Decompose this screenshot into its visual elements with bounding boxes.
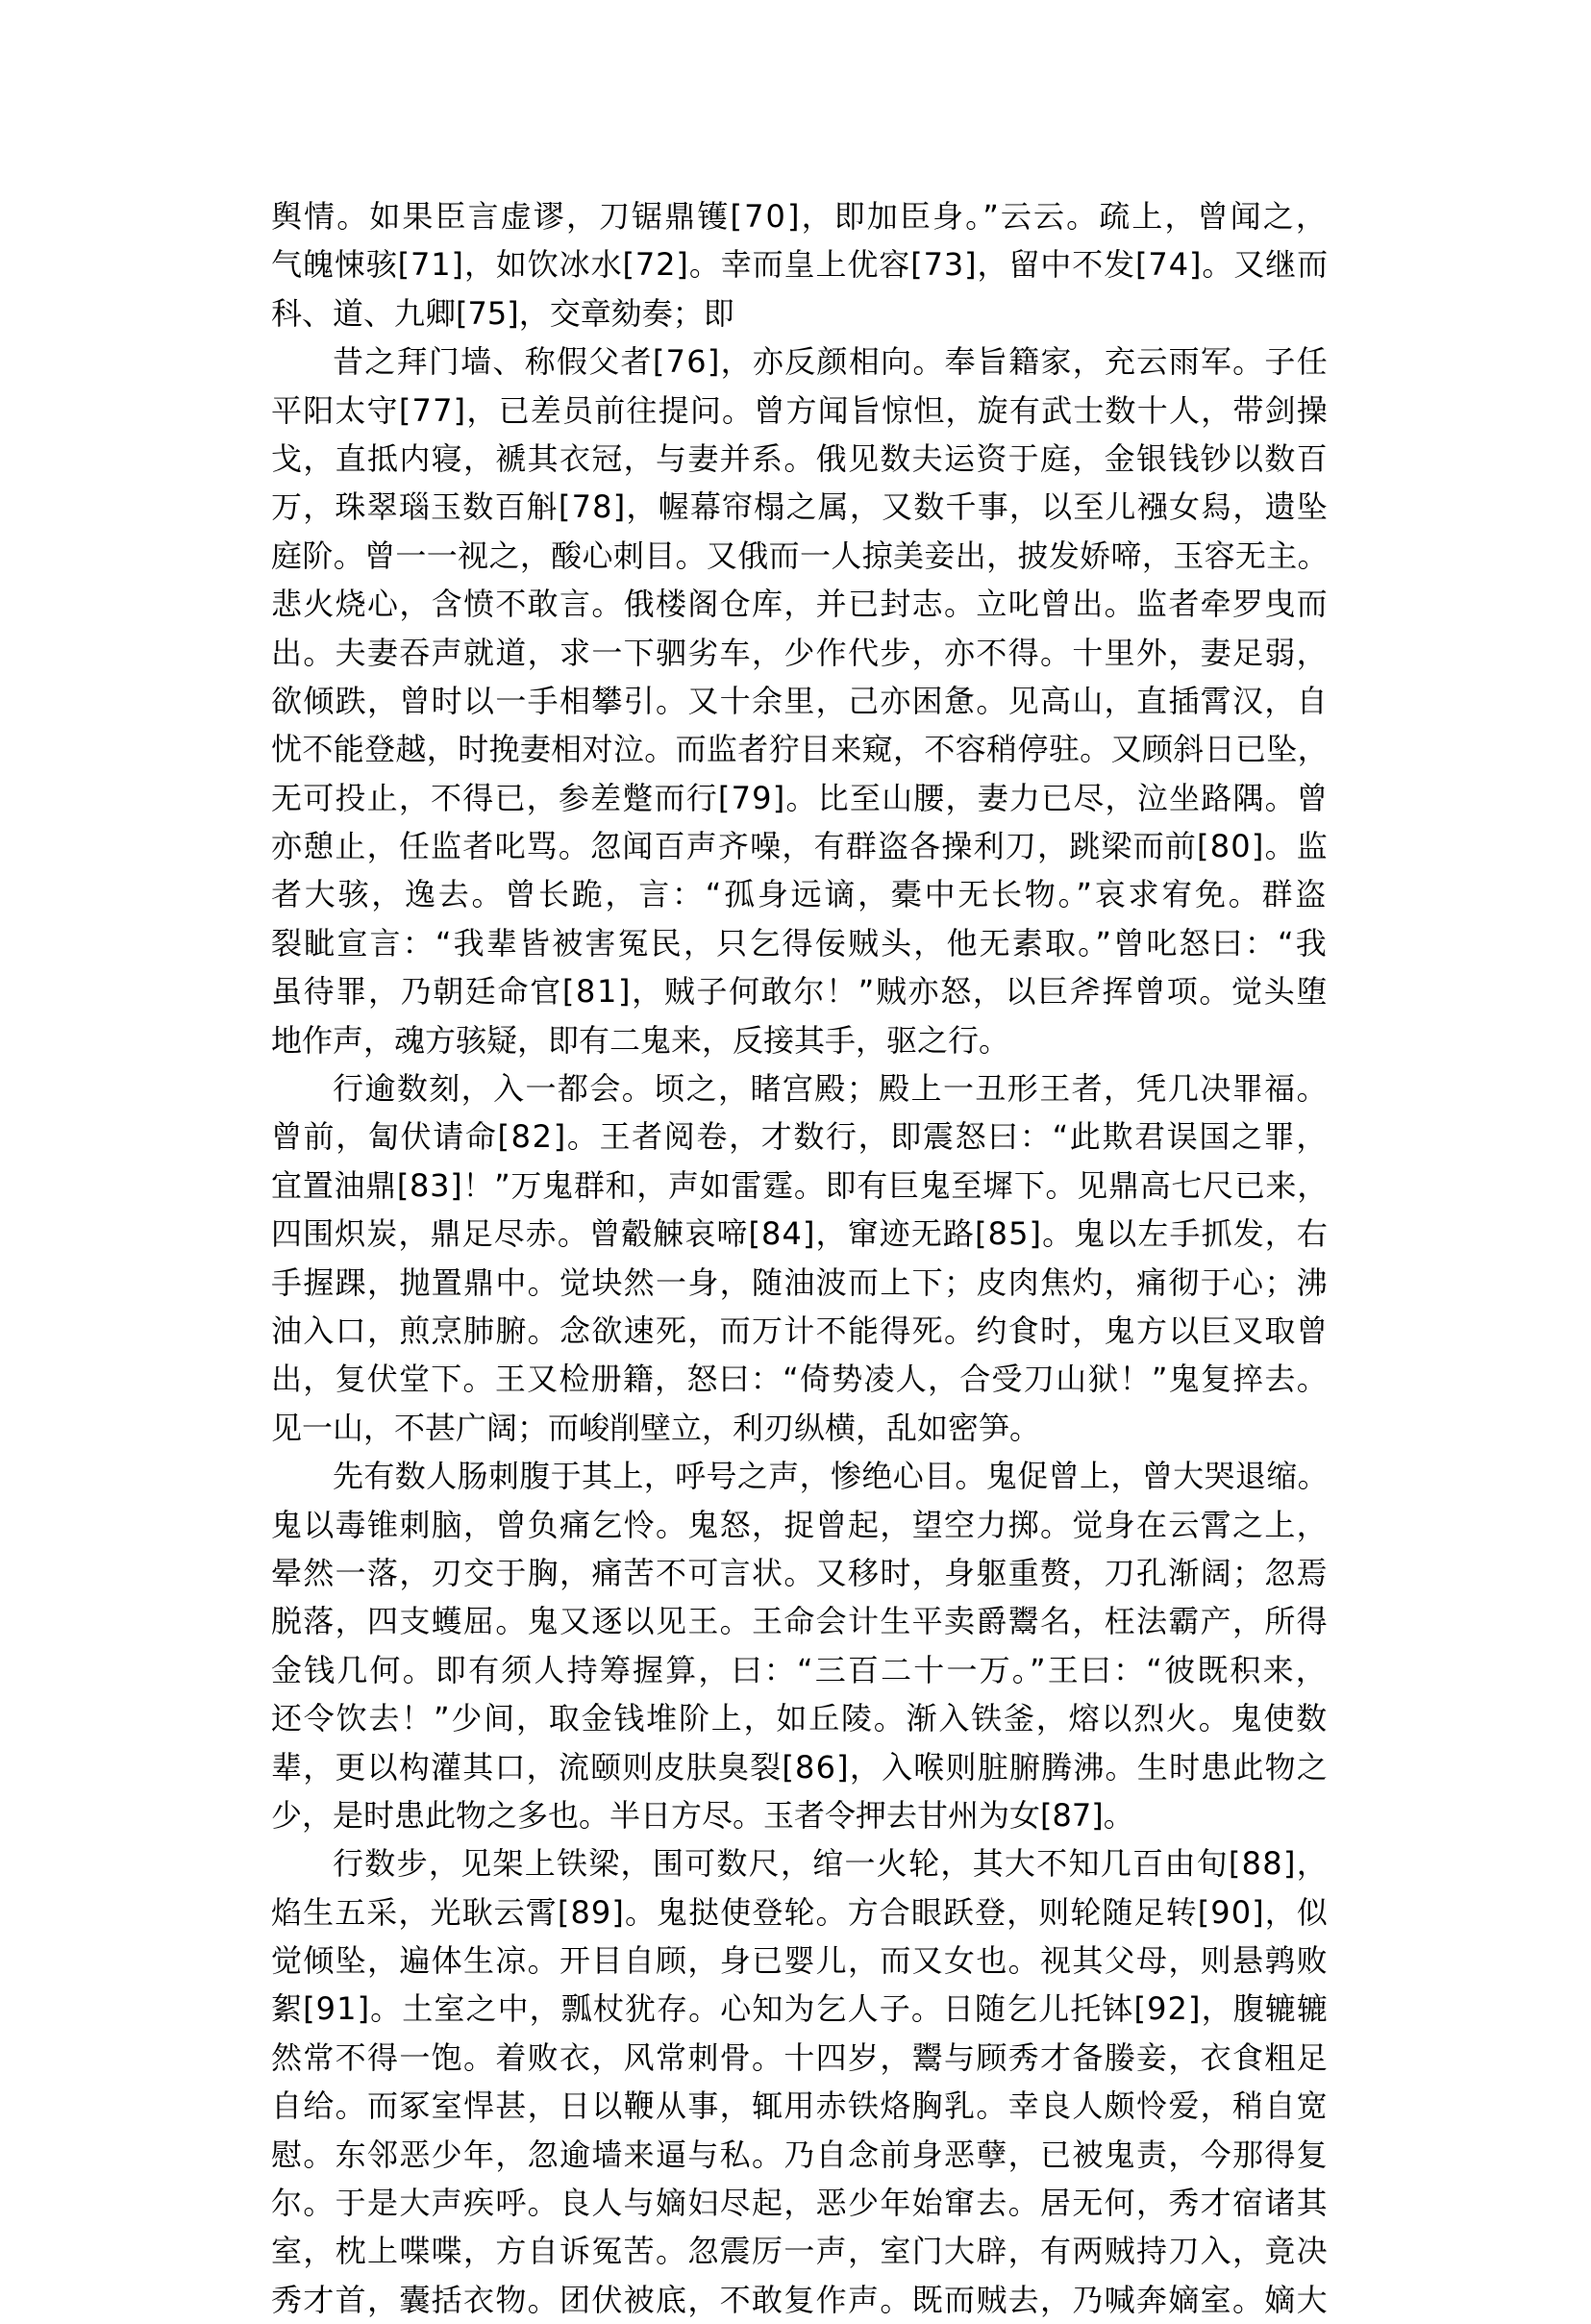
text-line: 宜置油鼎[83]！”万鬼群和，声如雷霆。即有巨鬼至墀下。见鼎高七尺已来， <box>271 1166 1329 1204</box>
text-line: 欲倾跌，曾时以一手相攀引。又十余里，己亦困惫。见高山，直插霄汉，自 <box>271 682 1329 719</box>
text-line: 行逾数刻，入一都会。顷之，睹宫殿；殿上一丑形王者，凭几决罪福。 <box>333 1070 1329 1108</box>
text-line: 无可投止，不得已，参差蹩而行[79]。比至山腰，妻力已尽，泣坐路隅。曾 <box>271 779 1329 816</box>
text-line: 行数步，见架上铁梁，围可数尺，绾一火轮，其大不知几百由旬[88]， <box>333 1845 1329 1883</box>
text-line: 金钱几何。即有须人持筹握算，曰：“三百二十一万。”王曰：“彼既积来， <box>271 1651 1329 1688</box>
text-line: 气魄悚骇[71]，如饮冰水[72]。幸而皇上优容[73]，留中不发[74]。又继而 <box>271 246 1329 284</box>
text-line: 舆情。如果臣言虚谬，刀锯鼎镬[70]，即加臣身。”云云。疏上，曾闻之， <box>271 198 1329 235</box>
text-line: 昔之拜门墙、称假父者[76]，亦反颜相向。奉旨籍家，充云雨军。子任 <box>333 343 1329 381</box>
text-line: 觉倾坠，遍体生凉。开目自顾，身已婴儿，而又女也。视其父母，则悬鹑败 <box>271 1942 1329 1980</box>
text-line: 鬼以毒锥刺脑，曾负痛乞怜。鬼怒，捉曾起，望空力掷。觉身在云霄之上， <box>271 1506 1329 1543</box>
text-line: 戈，直抵内寝，褫其衣冠，与妻并系。俄见数夫运资于庭，金银钱钞以数百 <box>271 439 1329 477</box>
text-line: 出，复伏堂下。王又检册籍，怒曰：“倚势凌人，合受刀山狱！”鬼复捽去。 <box>271 1361 1329 1398</box>
text-line: 忧不能登越，时挽妻相对泣。而监者狞目来窥，不容稍停驻。又顾斜日已坠， <box>271 731 1329 768</box>
text-line: 平阳太守[77]，已差员前往提问。曾方闻旨惊怛，旋有武士数十人，带剑操 <box>271 391 1329 429</box>
text-line: 慰。东邻恶少年，忽逾墙来逼与私。乃自念前身恶孽，已被鬼责，今那得复 <box>271 2136 1329 2173</box>
text-line: 先有数人肠刺腹于其上，呼号之声，惨绝心目。鬼促曾上，曾大哭退缩。 <box>333 1458 1329 1495</box>
text-line: 地作声，魂方骇疑，即有二鬼来，反接其手，驱之行。 <box>271 1021 1010 1059</box>
text-line: 庭阶。曾一一视之，酸心刺目。又俄而一人掠美妾出，披发娇啼，玉容无主。 <box>271 537 1329 574</box>
text-line: 室，枕上喋喋，方自诉冤苦。忽震厉一声，室门大辟，有两贼持刀入，竟决 <box>271 2233 1329 2270</box>
text-line: 辈，更以构灌其口，流颐则皮肤臭裂[86]，入喉则脏腑腾沸。生时患此物之 <box>271 1748 1329 1786</box>
text-line: 油入口，煎烹肺腑。念欲速死，而万计不能得死。约食时，鬼方以巨叉取曾 <box>271 1312 1329 1349</box>
text-line: 焰生五采，光耿云霄[89]。鬼挞使登轮。方合眼跃登，则轮随足转[90]，似 <box>271 1893 1329 1931</box>
text-line: 者大骇，逸去。曾长跪，言：“孤身远谪，橐中无长物。”哀求宥免。群盗 <box>271 876 1329 913</box>
text-line: 出。夫妻吞声就道，求一下驷劣车，少作代步，亦不得。十里外，妻足弱， <box>271 634 1329 671</box>
text-line: 曾前，匐伏请命[82]。王者阅卷，才数行，即震怒曰：“此欺君误国之罪， <box>271 1118 1329 1156</box>
text-line: 还令饮去！”少间，取金钱堆阶上，如丘陵。渐入铁釜，熔以烈火。鬼使数 <box>271 1700 1329 1737</box>
text-line: 见一山，不甚广阔；而峻削壁立，利刃纵横，乱如密笋。 <box>271 1409 1041 1446</box>
text-line: 科、道、九卿[75]，交章劾奏；即 <box>271 294 734 332</box>
text-line: 絮[91]。土室之中，瓢杖犹存。心知为乞人子。日随乞儿托钵[92]，腹辘辘 <box>271 1990 1329 2028</box>
text-line: 悲火烧心，含愤不敢言。俄楼阁仓库，并已封志。立叱曾出。监者牵罗曳而 <box>271 586 1329 623</box>
text-line: 虽待罪，乃朝廷命官[81]，贼子何敢尔！”贼亦怒，以巨斧挥曾项。觉头堕 <box>271 973 1329 1011</box>
text-line: 万，珠翠瑙玉数百斛[78]，幄幕帘榻之属，又数千事，以至儿襁女舄，遗坠 <box>271 488 1329 526</box>
text-line: 少，是时患此物之多也。半日方尽。玉者令押去甘州为女[87]。 <box>271 1796 1134 1834</box>
document-page <box>271 192 1329 2324</box>
text-line: 亦憩止，任监者叱骂。忽闻百声齐噪，有群盗各操利刀，跳梁而前[80]。监 <box>271 828 1329 865</box>
text-line: 秀才首，囊括衣物。团伏被底，不敢复作声。既而贼去，乃喊奔嫡室。嫡大 <box>271 2281 1329 2318</box>
text-line: 脱落，四支蠖屈。鬼又逐以见王。王命会计生平卖爵鬻名，枉法霸产，所得 <box>271 1603 1329 1640</box>
text-line: 自给。而冢室悍甚，日以鞭从事，辄用赤铁烙胸乳。幸良人颇怜爱，稍自宽 <box>271 2087 1329 2125</box>
text-line: 裂眦宣言：“我辈皆被害冤民，只乞得佞贼头，他无素取。”曾叱怒曰：“我 <box>271 924 1329 962</box>
text-line: 手握踝，抛置鼎中。觉块然一身，随油波而上下；皮肉焦灼，痛彻于心；沸 <box>271 1263 1329 1301</box>
text-line: 四围炽炭，鼎足尽赤。曾觳觫哀啼[84]，窜迹无路[85]。鬼以左手抓发，右 <box>271 1215 1329 1253</box>
text-line: 然常不得一饱。着败衣，风常刺骨。十四岁，鬻与顾秀才备媵妾，衣食粗足 <box>271 2038 1329 2076</box>
text-line: 晕然一落，刃交于胸，痛苦不可言状。又移时，身躯重赘，刀孔渐阔；忽焉 <box>271 1554 1329 1591</box>
text-line: 尔。于是大声疾呼。良人与嫡妇尽起，恶少年始窜去。居无何，秀才宿诸其 <box>271 2185 1329 2222</box>
